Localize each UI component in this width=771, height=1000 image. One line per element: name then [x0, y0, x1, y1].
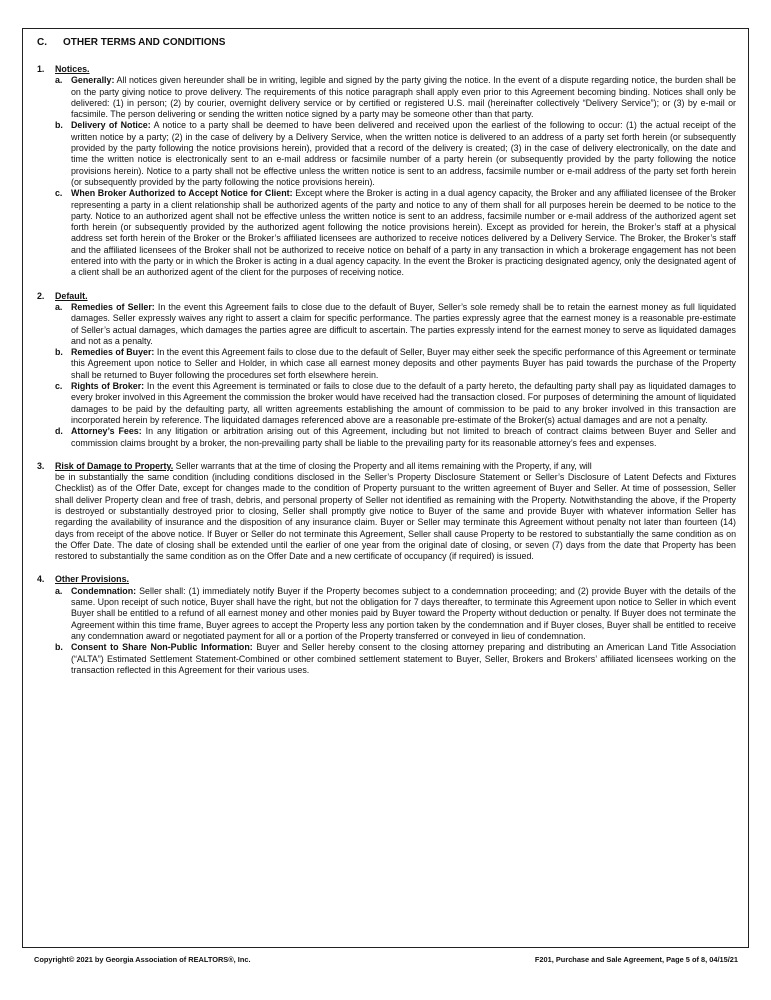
subitem-delivery-of-notice [55, 120, 736, 188]
subitem-text: In the event this Agreement fails to close due to the default of Seller, Buyer may either seek the specific performance of this Agreement or terminate this Agreement upon notice to Seller and Holder, in which case all earnest money deposits and other payments Buyer has paid towards the purchase of the Property shall be returned to Buyer following the procedures set forth elsewhere herein. [71, 347, 736, 380]
subitem-text: Buyer and Seller hereby consent to the closing attorney preparing and distributing an American Land Title Association (“ALTA”) Estimated Settlement Statement-Combined or other combined settlement statement to Buyer, Seller, Brokers and Brokers’ affiliated licensees working on the transaction reflected in this Agreement for their various uses. [71, 642, 736, 675]
subitem-broker-authorized [55, 188, 736, 278]
subitem-title: Consent to Share Non-Public Information: [71, 642, 253, 653]
subitem-attorneys-fees [55, 426, 736, 449]
subitem-text: All notices given hereunder shall be in writing, legible and signed by the party giving the notice. In the event of a dispute regarding notice, the burden shall be on the party giving notice to prove delivery. The requirements of this notice paragraph shall apply even prior to this Agreement becoming binding. Notices shall only be delivered: (1) in person; (2) by courier, overnight delivery service or by certified or registered U.S. mail (hereinafter collectively “Delivery Service”); or (3) by e-mail or facsimile. The person delivering or sending the written notice signed by a party may be someone other than that party. [71, 75, 736, 120]
item-title: Notices. [55, 64, 90, 74]
footer-copyright: Copyright© 2021 by Georgia Association of REALTORS®, Inc. [34, 955, 251, 964]
subitem-title: Rights of Broker: [71, 381, 145, 392]
section-letter: C. [37, 37, 47, 48]
subitem-title: Generally: [71, 75, 115, 86]
item-number: 1. [37, 64, 45, 74]
subitem-rights-of-broker [55, 381, 736, 426]
subitem-condemnation [55, 586, 736, 642]
subitem-text: In the event this Agreement is terminated or fails to close due to the default of a party hereto, the defaulting party shall pay as liquidated damages to every broker involved in this Agreement the commission the broker would have received had the transaction closed. For purposes of determining the amount of liquidated damages to be paid by the defaulting party, all written agreements establishing the amount of commission to be paid to any broker involved in this transaction are incorporated herein by reference. The liquidated damages referenced above are a reasonable pre-estimate of the Broker(s) actual damages and are not a penalty. [71, 381, 736, 425]
subitem-text: In the event this Agreement fails to close due to the default of Buyer, Seller’s sole remedy shall be to retain the earnest money as full liquidated damages. Seller expressly waives any right to assert a claim for specific performance. The parties expressly agree that the earnest money is a reasonable pre-estimate of Seller’s actual damages, which damages the parties agree are difficult to ascertain. The parties expressly intend for the earnest money to serve as liquidated damages and not as a penalty. [71, 301, 737, 346]
subitem-title: Condemnation: [71, 585, 137, 596]
subitem-label: a. [55, 75, 63, 86]
subitem-title: Attorney’s Fees: [71, 426, 142, 437]
item-notices [37, 64, 736, 279]
subitem-remedies-of-seller [55, 302, 736, 347]
subitem-label: b. [55, 642, 63, 653]
subitem-label: d. [55, 426, 63, 437]
item-title: Other Provisions. [55, 574, 129, 585]
item-other-provisions [37, 574, 736, 676]
document-page [22, 28, 749, 948]
subitem-label: a. [55, 585, 63, 596]
subitem-text: In any litigation or arbitration arising out of this Agreement, including but not limited to breach of contract claims between Buyer and Seller and commission claims brought by a broker, the non-prevailing party shall be liable to the prevailing party for its reasonable attorney’s fees and expenses. [71, 426, 736, 448]
subitem-generally [55, 75, 736, 120]
item-intro-rest: be in substantially the same condition (including conditions disclosed in the Seller’s Property Disclosure Statement or Seller’s Disclosure of Latent Defects and Fixtures Checklist) as of the Offer Date, except for changes made to the condition of Property pursuant to the written agreement of Buyer and Seller. At time of possession, Seller shall deliver Property clean and free of trash, debris, and personal property of Seller not identified as remaining with the Property. Notwithstanding the above, if the Property is destroyed or substantially destroyed prior to closing, Seller shall promptly give notice to Buyer of the same and provide Buyer with whatever information Seller has regarding the availability of insurance and the disposition of any insurance claim. Buyer or Seller may terminate this Agreement without penalty not later than fourteen (14) days from receipt of the above notice. If Buyer or Seller do not terminate this Agreement, Seller shall cause Property to be restored to substantially the same condition as on the Offer Date. The date of closing shall be extended until the earlier of one year from the original date of closing, or seven (7) days from the date that Property has been restored to substantially the same condition as on the Offer Date and a new certificate of occupancy (if required) is issued. [55, 472, 736, 562]
subitem-text: A notice to a party shall be deemed to have been delivered and received upon the earliest of the following to occur: (1) the actual receipt of the written notice by a party; (2) in the case of delivery by a Delivery Service, when the written notice is delivered to an address of a party set forth herein (or subsequently provided by the party following the notice provisions herein), provided that a record of the delivery is created; (3) in the case of delivery electronically, on the date and time the written notice is electronically sent to an e-mail address or facsimile number of a party herein (or subsequently provided by the party following the notice provisions herein). Notice to a party shall not be effective unless the written notice is sent to an address, facsimile number or e-mail address of the party set forth herein (or subsequently provided by the party following the notice provisions herein). [71, 120, 736, 187]
subitem-label: b. [55, 347, 63, 358]
subitem-text: Except where the Broker is acting in a dual agency capacity, the Broker and any affiliated licensee of the Broker representing a party in a client relationship shall be authorized agents of the party and notice to any of them shall for all purposes herein be deemed to be notice to the party. Notice to an authorized agent shall not be effective unless the written notice is sent to an address, facsimile number or e-mail address of the authorized agent set forth herein (or subsequently provided by the authorized agent following the notice provisions herein). Except as provided for herein, the Broker’s staff at a physical address set forth herein of the Broker or the Broker’s affiliated licensees are authorized to receive notices delivered by a Delivery Service. The Broker, the Broker’s staff and the affiliated licensees of the Broker shall not be authorized to receive notice on behalf of a party in any transaction in which a brokerage engagement has not been entered into with the party or in which the Broker is acting in a dual agency capacity. In the event the Broker is practicing designated agency, only the designated agent of a client shall be an authorized agent of the client for the purposes of receiving notice. [71, 188, 736, 278]
subitem-label: b. [55, 120, 63, 131]
subitem-text: Seller shall: (1) immediately notify Buyer if the Property becomes subject to a condemnation proceeding; and (2) provide Buyer with the details of the same. Upon receipt of such notice, Buyer shall have the right, but not the obligation for 7 days thereafter, to terminate this Agreement upon notice to Seller in which event Buyer shall be entitled to a refund of all earnest money and other monies paid by Buyer toward the Property without deduction or penalty. If Buyer does not terminate the Agreement within this time frame, Buyer agrees to accept the Property less any portion taken by the condemnation and if Buyer closes, Buyer shall be entitled to receive any condemnation award or negotiated payment for all or a portion of the Property transferred or conveyed in lieu of condemnation. [71, 585, 736, 641]
subitem-remedies-of-buyer [55, 347, 736, 381]
item-title: Default. [55, 290, 88, 301]
item-number: 4. [37, 574, 45, 585]
item-risk-of-damage [37, 461, 736, 563]
footer-form-info: F201, Purchase and Sale Agreement, Page 5 of 8, 04/15/21 [534, 955, 738, 964]
item-default [37, 291, 736, 449]
section-title: OTHER TERMS AND CONDITIONS [63, 37, 226, 48]
subitem-title: Remedies of Buyer: [71, 347, 155, 358]
section-heading [37, 37, 736, 48]
subitem-title: Delivery of Notice: [71, 120, 151, 131]
subitem-label: a. [55, 301, 63, 312]
item-intro-first: Seller warrants that at the time of closing the Property and all items remaining with the Property, if any, will [173, 460, 592, 471]
subitem-label: c. [55, 188, 63, 199]
item-title: Risk of Damage to Property. [55, 460, 174, 471]
subitem-title: Remedies of Seller: [71, 301, 155, 312]
item-number: 2. [37, 290, 45, 301]
subitem-label: c. [55, 381, 63, 392]
item-number: 3. [37, 460, 45, 471]
subitem-title: When Broker Authorized to Accept Notice for Client: [71, 188, 293, 199]
page-footer [34, 955, 738, 964]
subitem-consent-to-share [55, 642, 736, 676]
